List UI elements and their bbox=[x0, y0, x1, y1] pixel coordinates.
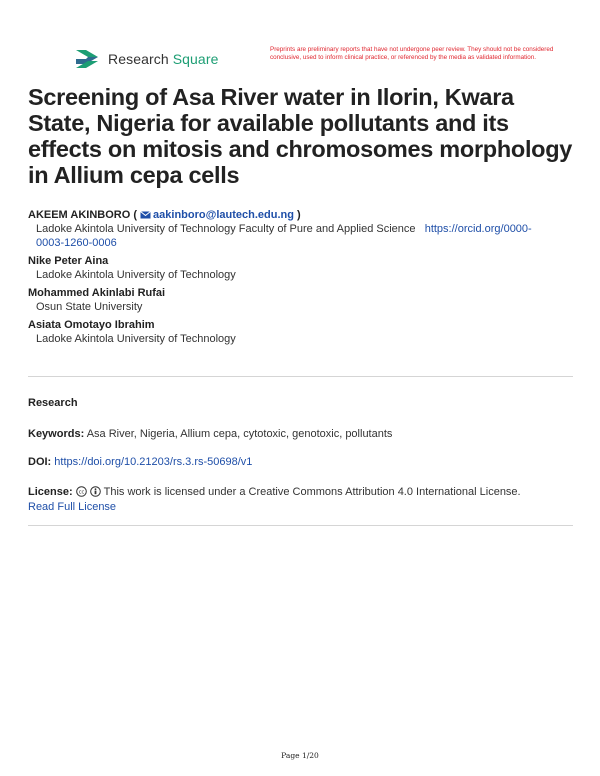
research-square-logo-icon bbox=[74, 48, 100, 70]
author-affiliation: Osun State University bbox=[36, 301, 143, 313]
envelope-icon bbox=[140, 211, 151, 219]
attribution-icon bbox=[90, 486, 101, 497]
logo-text: Research Square bbox=[108, 51, 219, 67]
author-name: AKEEM AKINBORO ( aakinboro@lautech.edu.ng ) bbox=[28, 209, 301, 221]
orcid-link-continued[interactable]: 0003-1260-0006 bbox=[36, 237, 117, 249]
author-email-link[interactable]: aakinboro@lautech.edu.ng bbox=[153, 209, 294, 221]
paper-title: Screening of Asa River water in Ilorin, Kwara State, Nigeria for available pollutants and its effects on mitosis and chromosomes morphology in Allium cepa cells bbox=[28, 84, 573, 188]
author-name: Mohammed Akinlabi Rufai bbox=[28, 287, 166, 299]
license-label: License: bbox=[28, 486, 73, 498]
article-type: Research bbox=[28, 397, 78, 409]
research-square-logo[interactable] bbox=[74, 48, 218, 70]
doi-link[interactable]: https://doi.org/10.21203/rs.3.rs-50698/v1 bbox=[54, 456, 253, 468]
doi-label: DOI: bbox=[28, 456, 52, 468]
license-text: This work is licensed under a Creative Commons Attribution 4.0 International License. bbox=[103, 486, 521, 498]
creative-commons-icon bbox=[76, 486, 87, 497]
svg-text:cc: cc bbox=[78, 489, 84, 496]
page-number: Page 1/20 bbox=[281, 751, 319, 760]
divider bbox=[28, 525, 573, 526]
author-affiliation: Ladoke Akintola University of Technology bbox=[36, 333, 236, 345]
header bbox=[74, 46, 554, 74]
doi bbox=[28, 455, 576, 470]
author-name: Asiata Omotayo Ibrahim bbox=[28, 319, 155, 331]
keywords-label: Keywords: bbox=[28, 428, 85, 440]
divider bbox=[28, 376, 573, 377]
keywords bbox=[28, 427, 576, 442]
author-list bbox=[28, 208, 576, 346]
author-name: Nike Peter Aina bbox=[28, 255, 109, 267]
preprint-disclaimer: Preprints are preliminary reports that have not undergone peer review. They should not be considered conclusive, used to inform clinical practice, or referenced by the media as validated information. bbox=[270, 46, 554, 61]
keywords-value: Asa River, Nigeria, Allium cepa, cytotoxic, genotoxic, pollutants bbox=[86, 428, 393, 440]
read-full-license-link[interactable]: Read Full License bbox=[28, 501, 117, 513]
author-affiliation: Ladoke Akintola University of Technology bbox=[36, 269, 236, 281]
orcid-link[interactable]: https://orcid.org/0000- bbox=[424, 223, 532, 235]
license bbox=[28, 485, 576, 515]
author-affiliation: Ladoke Akintola University of Technology Faculty of Pure and Applied Science https://orcid.org/0000- 0003-1260-0006 bbox=[36, 223, 532, 249]
